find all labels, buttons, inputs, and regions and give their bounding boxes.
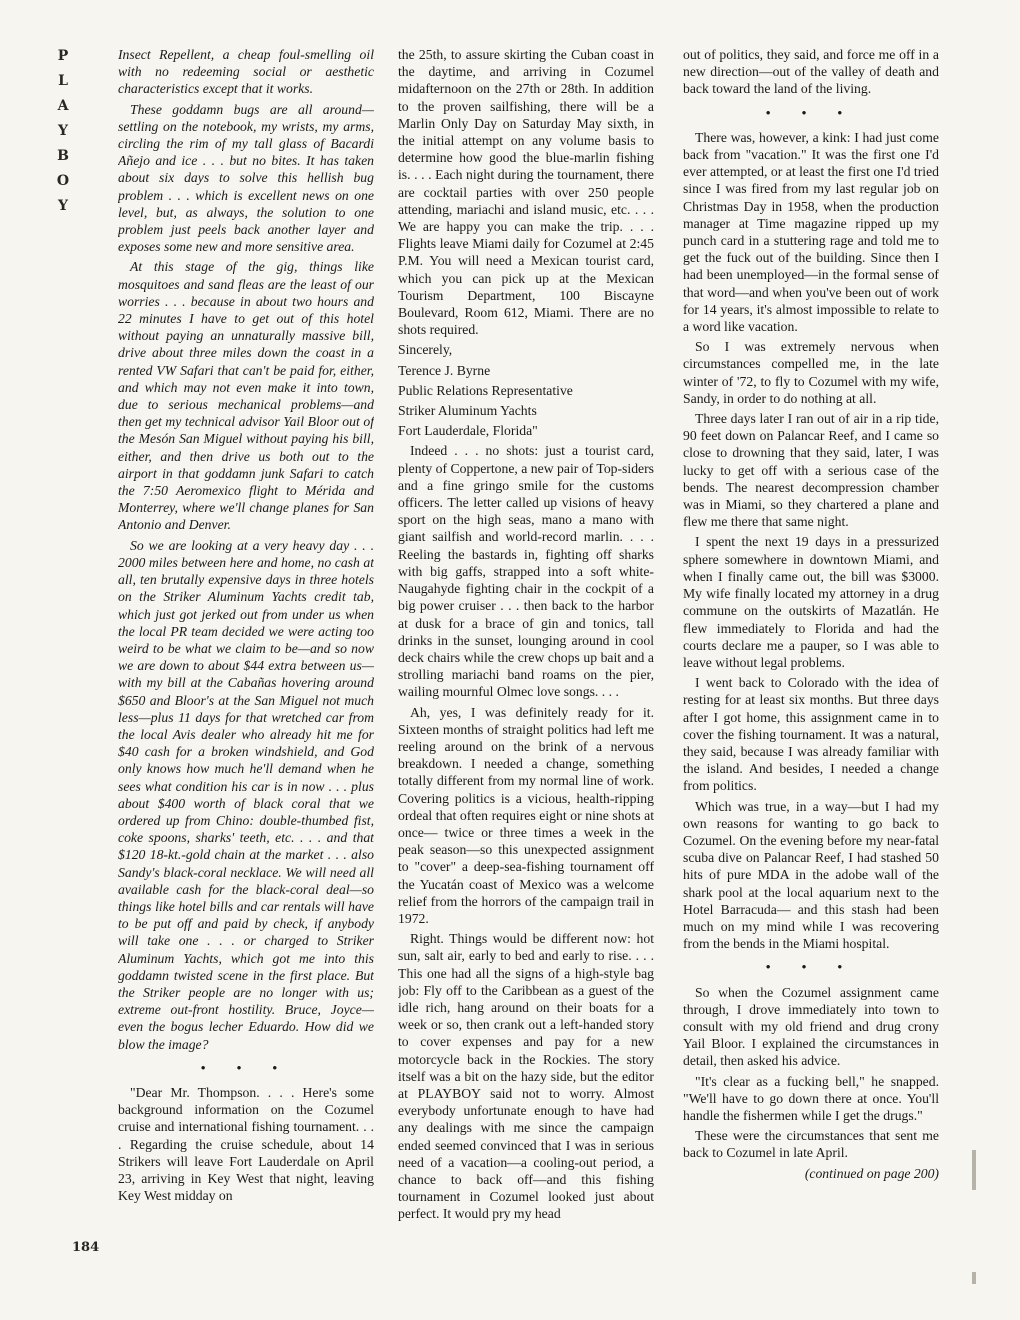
column-1 — [118, 46, 374, 1264]
scan-edge-mark — [972, 1272, 976, 1284]
paragraph: Right. Things would be different now: hot sun, salt air, early to bed and early to rise. . . . This one had all the signs of a high-style bag job: Fly off to the Caribbean as a guest of the idle rich, hang around on their boats for a week or so, then crank out a left-handed story to cover expenses and pay for a new motorcycle back in the Rockies. The story itself was a bit on the hazy side, but the editor at PLAYBOY said not to worry. Almost everybody unfortunate enough to have had any dealings with me since the campaign ended seemed convinced that I was in serious need of a vacation—a cooling-out period, a chance to back off—and this fishing tournament in Cozumel looked just about perfect. It would pry my head — [398, 931, 654, 1222]
signature-line: Sincerely, — [398, 342, 453, 358]
paragraph: Ah, yes, I was definitely ready for it. Sixteen months of straight politics had left me reeling around on the brink of a nervous breakdown. I needed a change, something totally different from my normal line of work. Covering politics is a vicious, health-ripping ordeal that often requires eight or nine shots at once— twice or three times a week in the peak season—so this unexpected assignment to "cover" a deep-sea-fishing tournament off the Yucatán coast of Mexico was a welcome relief from the horrors of the campaign trail in 1972. — [398, 704, 654, 926]
running-head-letter: P — [57, 48, 69, 64]
continued-note: (continued on page 200) — [804, 1165, 939, 1181]
paragraph: Insect Repellent, a cheap foul-smelling oil with no redeeming social or aesthetic characteristics except that it works. — [118, 47, 374, 97]
column-3 — [683, 46, 939, 1264]
signature-line: Public Relations Representative — [398, 382, 573, 398]
paragraph: Indeed . . . no shots: just a tourist card, plenty of Coppertone, a new pair of Top-siders and a fine gringo smile for the customs officers. The letter called up visions of heavy sport on the high seas, mano a mano with giant sailfish and world-record marlin. . . . Reeling the bastards in, fighting off sharks with big gaffs, strapped into a soft white-Naugahyde fighting chair in the cockpit of a big power cruiser . . . then back to the harbor at dusk for a brace of gin and tonics, tall drinks in the sunset, lounging around in cool deck chairs while the crew chops up bait and a strolling mariachi band roams on the pier, wailing mournful Olmec love songs. . . . — [398, 443, 654, 700]
paragraph: "Dear Mr. Thompson. . . . Here's some background information on the Cozumel cruise and international fishing tournament. . . . Regarding the cruise schedule, about 14 Strikers will leave Fort Lauderdale on April 23, arriving in Key West that night, leaving Key West midday on — [118, 1084, 374, 1204]
column-2 — [398, 46, 654, 1264]
running-head-magazine-title — [56, 44, 70, 219]
signature-line: Fort Lauderdale, Florida" — [398, 423, 538, 439]
paragraph: These goddamn bugs are all around— settling on the notebook, my wrists, my arms, circling the rim of my tall glass of Bacardi Añejo and ice . . . but no bites. It has taken about six days to solve this hellish bug problem . . . which is excellent news on one level, but, as always, the solution to one problem just peels back another layer and exposes some new and more sensitive area. — [118, 101, 374, 255]
paragraph: Three days later I ran out of air in a rip tide, 90 feet down on Palancar Reef, and I came so close to drowning that they said, later, I was lucky to get off with a serious case of the bends. The nearest decompression chamber was in Miami, so they chartered a plane and flew me there that same night. — [683, 411, 939, 530]
paragraph: "It's clear as a fucking bell," he snapped. "We'll have to go down there at once. You'll handle the fishermen while I get the drugs." — [683, 1073, 939, 1123]
paragraph: At this stage of the gig, things like mosquitoes and sand fleas are the least of our worries . . . because in about two hours and 22 minutes I have to get out of this hotel without paying an unnaturally massive bill, drive about three miles down the coast in a rented VW Safari that can't be paid for, either, and which may not even make it into town, due to serious mechanical problems—and then get my technical advisor Yail Bloor out of the Mesón San Miguel without paying his bill, either, and then drive us both out to the airport in that goddamn junk Safari to catch the 7:50 Aeromexico flight to Mérida and Monterrey, where we'll change planes for San Antonio and Denver. — [118, 259, 374, 533]
running-head-letter: A — [57, 98, 69, 114]
paragraph: So we are looking at a very heavy day . . . 2000 miles between here and home, no cash at all, ten brutally expensive days in three hotels on the Striker Aluminum Yachts credit tab, which just got jerked out from under us when the local PR team decided we were acting too weird to be what we claim to be—and so now we are down to about $44 extra between us—with my bill at the Cabañas hovering around $650 and Bloor's at the San Miguel not much less—plus 11 days for that wretched car from the local Avis dealer who already hit me for $40 cash for a broken windshield, and God only knows how much he'll demand when he sees what condition his car is in now . . . plus about $400 worth of black coral that we ordered up from Chino: double-thumbed fist, coke spoons, sharks' teeth, etc. . . . and that $120 18-kt.-gold chain at the market . . . also Sandy's black-coral necklace. We will need all available cash for the black-coral deal—so things like hotel bills and car rentals will have to be put off and paid by check, if anybody will take one . . . or charged to Striker Aluminum Yachts, which got me into this goddamn twisted scene in the first place. But the Striker people are no longer with us; extreme out-front hostility. Bruce, Joyce— even the bogus lecher Eduardo. How did we blow the image? — [118, 537, 374, 1052]
paragraph: I went back to Colorado with the idea of resting for at least six months. But three days after I got home, this assignment came in to cover the fishing tournament. It was a natural, they said, because I was already familiar with the island. And besides, I needed a change from politics. — [683, 675, 939, 794]
paragraph: Which was true, in a way—but I had my own reasons for wanting to go back to Cozumel. On the evening before my near-fatal scuba dive on Palancar Reef, I had stashed 50 hits of pure MDA in the adobe wall of the shark pool at the local aquarium next to the Hotel Barracuda— and this stash had been much on my mind while I was recovering from the bends in the Miami hospital. — [683, 798, 939, 952]
paragraph: So I was extremely nervous when circumstances compelled me, in the late winter of '72, to fly to Cozumel with my wife, Sandy, in order to do nothing at all. — [683, 339, 939, 406]
scan-edge-mark — [972, 1150, 976, 1190]
section-separator: • • • — [200, 1059, 292, 1075]
signature-line: Striker Aluminum Yachts — [398, 403, 537, 419]
running-head-letter: Y — [58, 198, 68, 214]
running-head-letter: O — [56, 173, 70, 189]
running-head-letter: B — [57, 148, 69, 164]
paragraph: There was, however, a kink: I had just come back from "vacation." It was the first one I'd ever attempted, or at least the first one I'd tried since I was fired from my last regular job on Christmas Day in 1958, when the production manager at Time magazine ripped up my punch card in a stuttering rage and told me to get the fuck out of the building. Since then I had been unemployed—in the formal sense of that word—and when you've been out of work for 14 years, it's almost impossible to relate to a word like vacation. — [683, 129, 939, 335]
page-number: 184 — [72, 1240, 100, 1255]
paragraph: out of politics, they said, and force me off in a new direction—out of the valley of death and back toward the land of the living. — [683, 47, 939, 97]
paragraph: So when the Cozumel assignment came through, I drove immediately into town to consult with my old friend and drug crony Yail Bloor. I explained the circumstances in detail, then asked his advice. — [683, 984, 939, 1069]
section-separator: • • • — [765, 104, 857, 120]
paragraph: I spent the next 19 days in a pressurized sphere somewhere in downtown Miami, and when I finally came out, the bill was $3000. My wife finally located my attorney in a drug commune on the outskirts of Mazatlán. He flew immediately to Florida and had the courts declare me a pauper, so I was able to leave without legal problems. — [683, 534, 939, 670]
running-head-letter: L — [58, 73, 68, 89]
signature-line: Terence J. Byrne — [398, 362, 491, 378]
letter-signature — [398, 341, 654, 439]
paragraph: the 25th, to assure skirting the Cuban coast in the daytime, and arriving in Cozumel midafternoon on the 27th or 28th. In addition to the proven sailfishing, there will be a Marlin Only Day on Saturday May sixth, in the initial attempt on any volume basis to determine how good the blue-marlin fishing is. . . . Each night during the tournament, there are cocktail parties with over 250 people attending, mariachi and island music, etc. . . . We are happy you can make the trip. . . . Flights leave Miami daily for Cozumel at 2:45 P.M. You will need a Mexican tourist card, which you can pick up at the Mexican Tourism Department, 100 Biscayne Boulevard, Room 612, Miami. There are no shots required. — [398, 47, 654, 338]
paragraph: These were the circumstances that sent me back to Cozumel in late April. — [683, 1128, 939, 1161]
running-head-letter: Y — [58, 123, 68, 139]
section-separator: • • • — [765, 959, 857, 975]
